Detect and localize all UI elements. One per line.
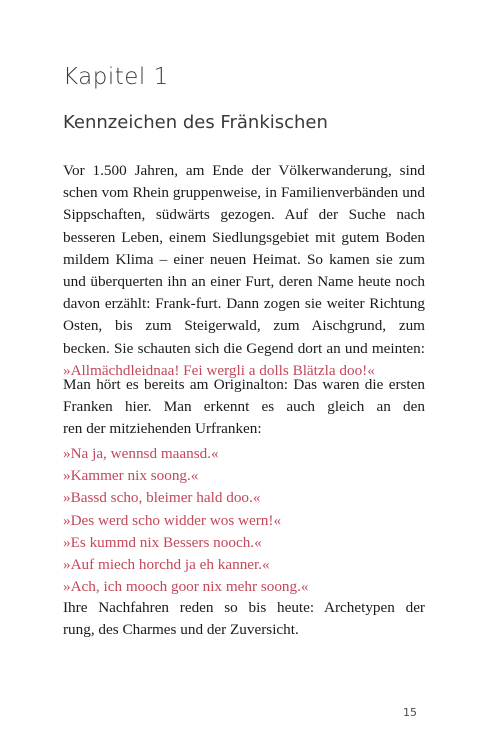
text-line: Osten, bis zum Steigerwald, zum Aischgrund, zum bbox=[63, 317, 425, 335]
text-line: Franken hier. Man erkennt es auch gleich an den bbox=[63, 398, 425, 416]
page-number: 15 bbox=[403, 706, 417, 719]
text-line: besseren Leben, einem Siedlungsgebiet mit gutem Boden bbox=[63, 228, 425, 246]
paragraph-intro bbox=[63, 160, 425, 382]
text-line: schen vom Rhein gruppenweise, in Familienverbänden und bbox=[63, 184, 425, 202]
paragraph-originalton bbox=[63, 374, 425, 441]
text-line: Man hört es bereits am Originalton: Das waren die ersten bbox=[63, 376, 425, 393]
text-line: davon erzählt: Frank-furt. Dann zogen sie weiter Richtung bbox=[63, 295, 425, 313]
quote-list bbox=[63, 443, 425, 598]
chapter-subtitle: Kennzeichen des Fränkischen bbox=[63, 112, 328, 133]
text-line: mildem Klima – einer neuen Heimat. So kamen sie zum bbox=[63, 250, 425, 268]
dialect-quote: »Ach, ich mooch goor nix mehr soong.« bbox=[63, 578, 309, 596]
dialect-quote: »Es kummd nix Bessers nooch.« bbox=[63, 533, 262, 551]
paragraph-nachfahren bbox=[63, 597, 425, 641]
text-line: rung, des Charmes und der Zuversicht. bbox=[63, 621, 299, 639]
text-line: ren der mitziehenden Urfranken: bbox=[63, 420, 262, 438]
text-line: Ihre Nachfahren reden so bis heute: Archetypen der bbox=[63, 599, 425, 616]
text-line: Sippschaften, südwärts gezogen. Auf der Suche nach bbox=[63, 206, 425, 224]
dialect-quote: »Kammer nix soong.« bbox=[63, 467, 199, 485]
dialect-quote: »Bassd scho, bleimer hald doo.« bbox=[63, 489, 261, 507]
dialect-quote: »Des werd scho widder wos wern!« bbox=[63, 511, 282, 529]
dialect-quote: »Na ja, wennsd maansd.« bbox=[63, 445, 219, 462]
text-line: Vor 1.500 Jahren, am Ende der Völkerwanderung, sind bbox=[63, 162, 425, 179]
chapter-title: Kapitel 1 bbox=[63, 64, 169, 90]
text-line: becken. Sie schauten sich die Gegend dort an und meinten: bbox=[63, 339, 425, 357]
text-line: und überquerten ihn an einer Furt, deren Name heute noch bbox=[63, 272, 425, 290]
dialect-quote: »Auf miech horchd ja eh kanner.« bbox=[63, 556, 270, 574]
dialect-quote: »Allmächdleidnaa! Fei wergli a dolls Blätzla doo!« bbox=[63, 361, 375, 379]
